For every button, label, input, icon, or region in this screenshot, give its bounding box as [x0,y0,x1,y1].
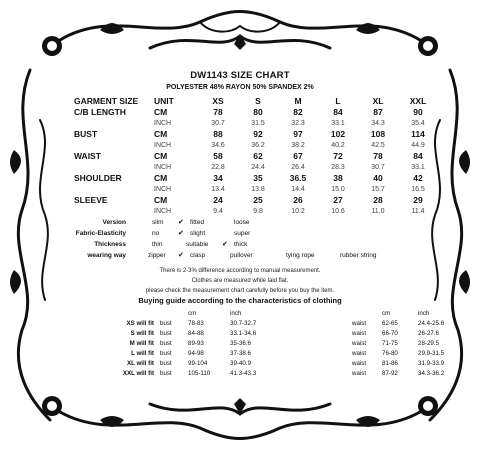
value-cell: 108 [370,129,386,139]
attribute-option: no [152,230,160,237]
attribute-option: super [234,230,251,237]
buying-guide-row: L will fit bust 94-98 37-38.6 waist 76-80 29.9-31.5 [131,350,445,357]
value-cell: 11.0 [371,208,385,215]
value-cell: 13.8 [251,186,265,193]
value-cell: 42.5 [371,142,385,149]
inch-column-header: inch [418,310,430,317]
attribute-option: fitted [190,219,205,226]
value-cell: 84 [413,151,423,161]
attribute-label: Thickness [94,241,126,248]
size-header: XS [212,96,224,106]
buying-guide-row: S will fit bust 84-88 33.1-34.6 waist 66-70 26-27.6 [130,330,439,337]
value-cell: 24 [213,195,223,205]
size-header: XXL [409,96,427,106]
buying-guide-row: XXL will fit bust 105-110 41.3-43.3 waist 87-92 34.3-36.2 [122,370,445,377]
value-cell: 29 [413,195,423,205]
value-cell: 16.5 [411,186,425,193]
note-line: please check the measurement chart carefully before you buy the item. [145,288,335,294]
attribute-option: pullover [230,252,253,259]
unit-cell: INCH [154,208,172,215]
buying-guide-table [92,309,444,379]
value-cell: 36.2 [251,142,265,149]
unit-cell: INCH [154,164,172,171]
attribute-option: loose [234,219,250,226]
unit-cell: CM [154,129,168,139]
value-cell: 87 [373,107,383,117]
size-row-inch [74,118,438,129]
buying-guide-title: Buying guide according to the characteristics of clothing [138,296,342,305]
material-composition: POLYESTER 48% RAYON 50% SPANDEX 2% [166,84,314,91]
unit-cell: CM [154,151,168,161]
unit-cell: INCH [154,186,172,193]
size-header: S [255,96,261,106]
size-header: M [294,96,302,106]
value-cell: 97 [293,129,303,139]
value-cell: 14.4 [291,186,305,193]
size-row-inch [74,184,438,195]
check-icon: ✔ [222,241,228,248]
value-cell: 15.0 [331,186,345,193]
attribute-option: thin [152,241,163,248]
value-cell: 28 [373,195,383,205]
value-cell: 33.1 [411,164,425,171]
value-cell: 9.8 [253,208,263,215]
note-line: There is 2-3% difference according to manual measurement. [159,268,321,274]
check-icon: ✔ [178,230,184,237]
size-table [74,96,438,217]
size-row-cm [74,195,438,206]
value-cell: 84 [333,107,343,117]
value-cell: 28.3 [331,164,345,171]
chart-title: DW1143 SIZE CHART [190,70,290,81]
size-row-cm [74,107,438,118]
attribute-label: Fabric-Elasticity [75,230,126,237]
size-row-cm [74,173,438,184]
attribute-option: thick [234,241,248,248]
inch-column-header: inch [230,310,242,317]
value-cell: 102 [330,129,346,139]
cm-column-header: cm [382,310,391,317]
value-cell: 30.7 [371,164,385,171]
value-cell: 80 [253,107,263,117]
size-header: L [335,96,341,106]
buying-guide-row: XL will fit bust 99-104 39-40.9 waist 81-86 31.9-33.9 [126,360,445,367]
value-cell: 34.6 [211,142,225,149]
value-cell: 22.8 [211,164,225,171]
unit-cell: INCH [154,120,172,127]
size-header: XL [372,96,384,106]
unit-cell: CM [154,173,168,183]
attribute-option: rubber string [340,252,377,259]
buying-guide-row: M will fit bust 89-93 35-36.6 waist 71-75 28-29.5 [129,340,439,347]
value-cell: 40 [373,173,383,183]
attribute-option: suitable [186,241,209,248]
measurement-label: SLEEVE [74,195,108,205]
attribute-option: zipper [148,252,166,259]
value-cell: 72 [333,151,343,161]
measurement-label: WAIST [74,151,101,161]
value-cell: 36.5 [289,173,307,183]
value-cell: 67 [293,151,303,161]
garment-size-header: GARMENT SIZE [74,96,139,106]
value-cell: 34.3 [371,120,385,127]
value-cell: 62 [253,151,263,161]
check-icon: ✔ [178,219,184,226]
size-row-inch [74,140,438,151]
value-cell: 114 [411,129,425,139]
size-row-inch [74,162,438,173]
attribute-option: tying rope [286,252,315,259]
buying-guide-header [92,309,444,319]
value-cell: 10.6 [331,208,345,215]
value-cell: 35.4 [411,120,425,127]
cm-column-header: cm [188,310,197,317]
value-cell: 13.4 [211,186,225,193]
value-cell: 38 [333,173,343,183]
size-row-cm [74,151,438,162]
value-cell: 9.4 [213,208,223,215]
measurement-label: C/B LENGTH [74,107,126,117]
attribute-label: wearing way [87,252,126,259]
value-cell: 10.2 [291,208,305,215]
attribute-label: Version [102,219,126,226]
measurement-label: SHOULDER [74,173,122,183]
value-cell: 26.4 [291,164,305,171]
value-cell: 90 [413,107,423,117]
value-cell: 78 [213,107,223,117]
unit-cell: CM [154,195,168,205]
value-cell: 38.2 [291,142,305,149]
measurement-label: BUST [74,129,98,139]
value-cell: 33.1 [331,120,345,127]
unit-cell: CM [154,107,168,117]
value-cell: 32.3 [291,120,305,127]
attribute-option: slim [152,219,164,226]
check-icon: ✔ [178,252,184,259]
size-row-inch [74,206,438,217]
value-cell: 27 [333,195,343,205]
value-cell: 44.9 [411,142,425,149]
value-cell: 78 [373,151,383,161]
value-cell: 88 [213,129,223,139]
value-cell: 30.7 [211,120,225,127]
value-cell: 92 [253,129,263,139]
unit-cell: INCH [154,142,172,149]
unit-header: UNIT [154,96,174,106]
value-cell: 25 [253,195,263,205]
value-cell: 31.5 [251,120,265,127]
value-cell: 26 [293,195,303,205]
value-cell: 58 [213,151,223,161]
value-cell: 40.2 [331,142,345,149]
value-cell: 24.4 [251,164,265,171]
value-cell: 15.7 [371,186,385,193]
attribute-option: clasp [190,252,206,259]
attribute-option: slight [190,230,206,237]
value-cell: 42 [413,173,423,183]
size-table-header [74,96,438,107]
note-line: Clothes are measured while laid flat. [191,278,289,284]
value-cell: 35 [253,173,263,183]
buying-guide-row: XS will fit bust 78-83 30.7-32.7 waist 62-65 24.4-25.6 [126,320,445,327]
value-cell: 11.4 [411,208,425,215]
size-row-cm [74,129,438,140]
value-cell: 82 [293,107,303,117]
value-cell: 34 [213,173,223,183]
